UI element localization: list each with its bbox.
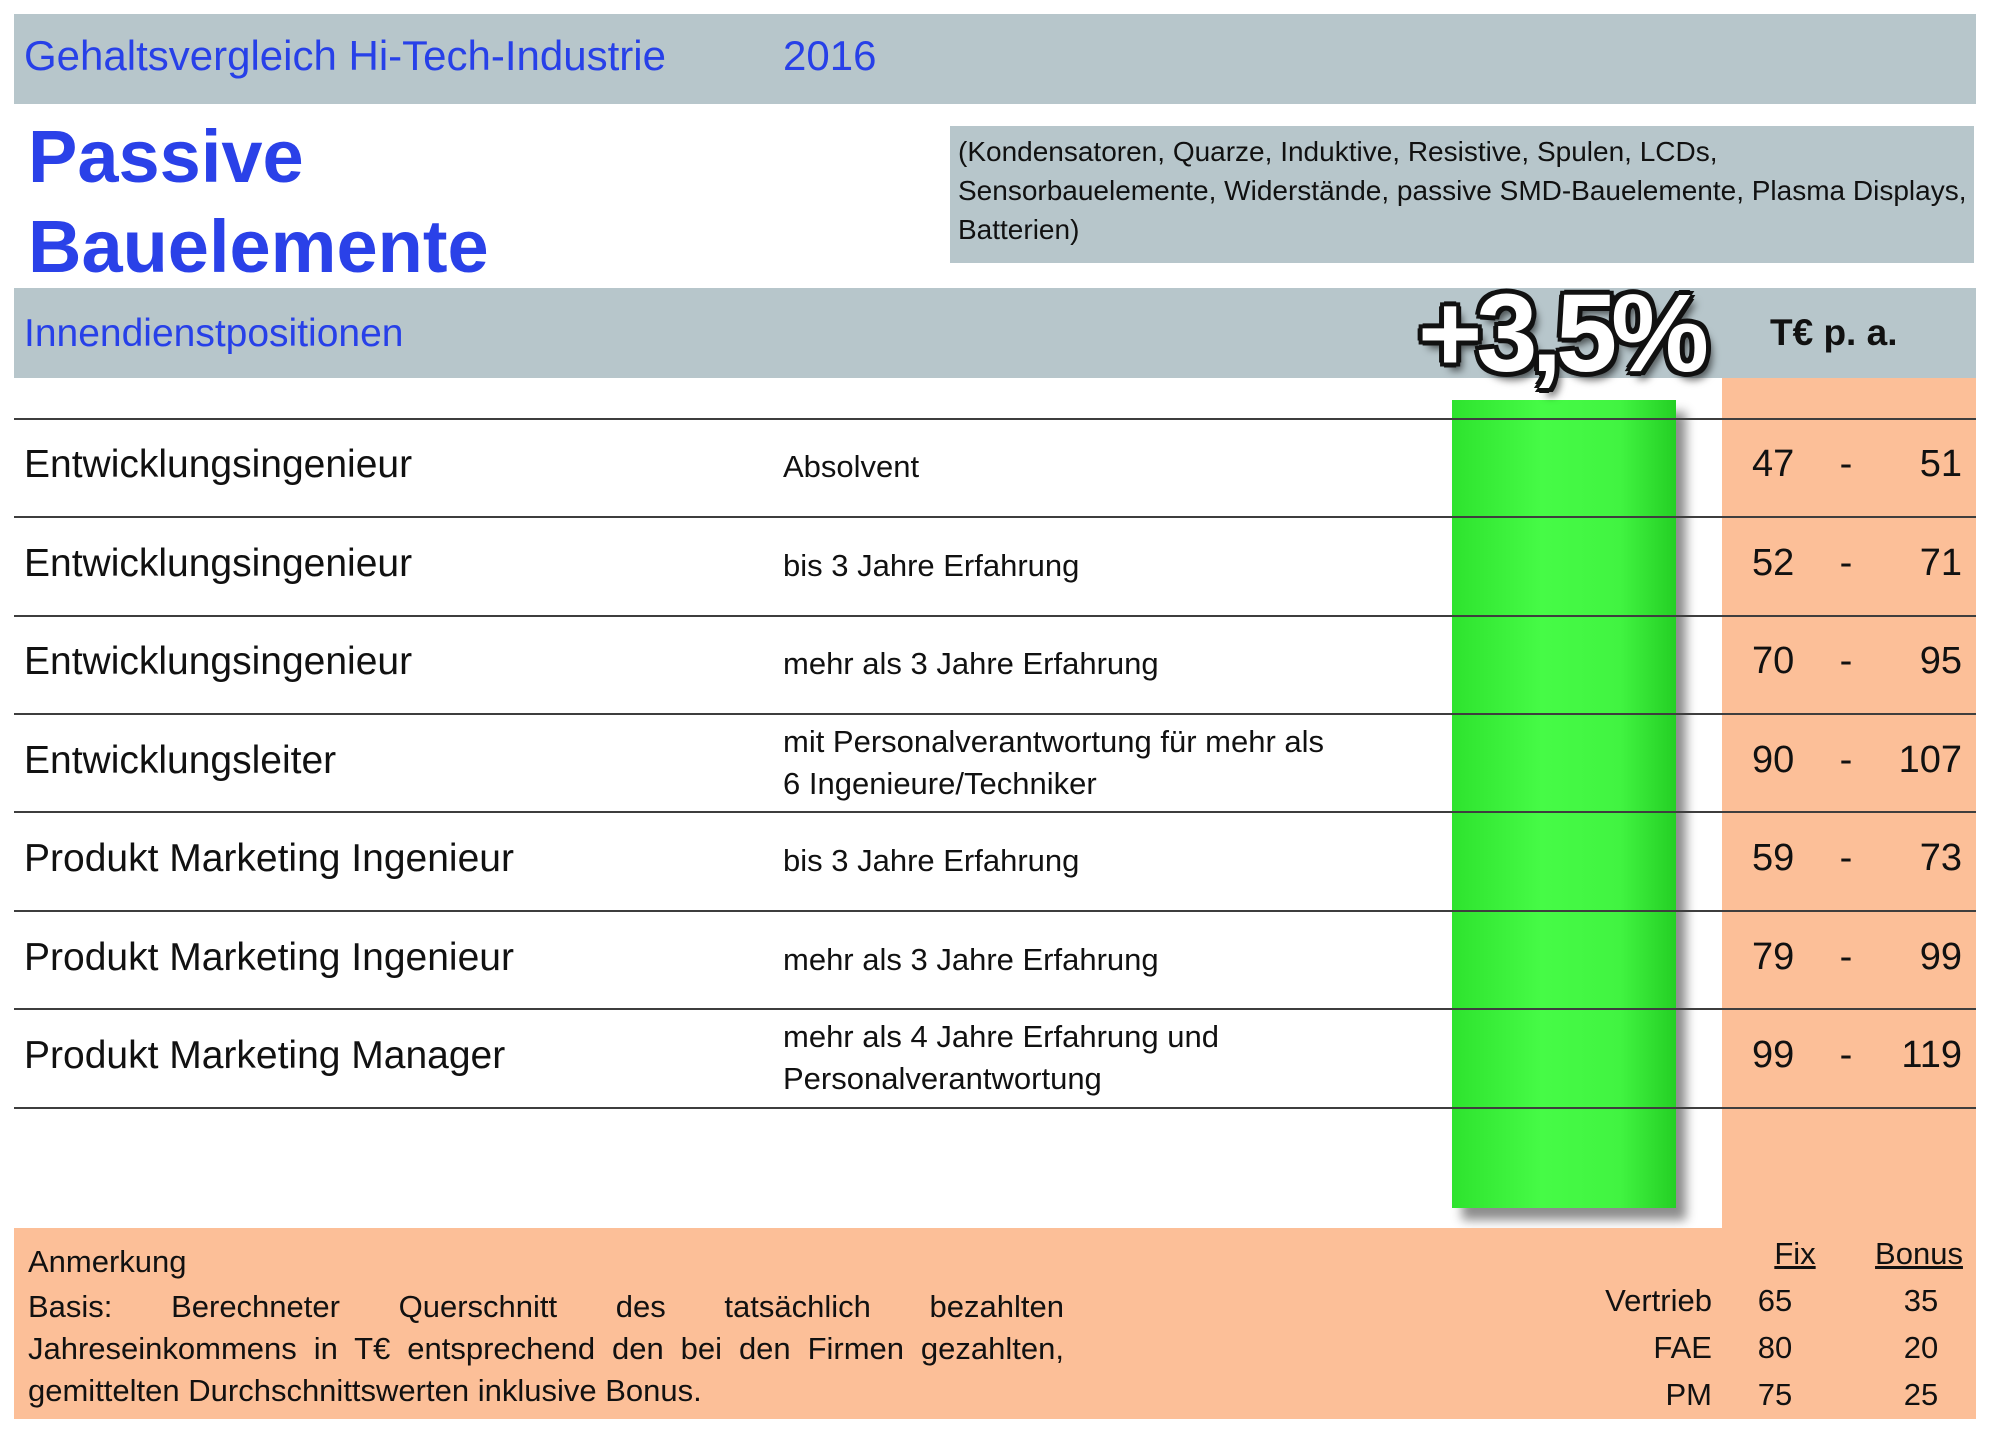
salary-min: 59 xyxy=(1752,837,1795,880)
salary-max: 95 xyxy=(1919,640,1962,683)
salary-column xyxy=(1722,378,1976,1228)
salary-separator: - xyxy=(1839,443,1853,486)
bonus-row-label: FAE xyxy=(1653,1330,1712,1365)
description-text: (Kondensatoren, Quarze, Induktive, Resistive, Spulen, LCDs, Sensorbauelemente, Widerstände, passive SMD-Bauelemente, Plasma Displays, Batterien) xyxy=(958,136,1967,245)
salary-min: 70 xyxy=(1752,640,1795,683)
bonus-row-label: Vertrieb xyxy=(1605,1283,1712,1318)
salary-min: 90 xyxy=(1752,738,1795,781)
salary-max: 71 xyxy=(1919,541,1962,584)
row-divider xyxy=(14,1008,1976,1010)
experience-text: mehr als 3 Jahre Erfahrung xyxy=(783,941,1159,977)
row-divider xyxy=(14,418,1976,420)
row-divider xyxy=(14,1107,1976,1109)
row-divider xyxy=(14,516,1976,518)
role-name: Entwicklungsleiter xyxy=(24,738,337,782)
salary-separator: - xyxy=(1839,738,1853,781)
experience-text: mehr als 4 Jahre Erfahrung und xyxy=(783,1019,1219,1055)
salary-separator: - xyxy=(1839,640,1853,683)
salary-max: 51 xyxy=(1919,443,1962,486)
header-year: 2016 xyxy=(783,32,877,79)
salary-min: 99 xyxy=(1752,1034,1795,1077)
salary-max: 99 xyxy=(1919,935,1962,978)
salary-separator: - xyxy=(1839,837,1853,880)
note-body: Basis: Berechneter Querschnitt des tatsächlich bezahlten Jahreseinkommens in T€ entsprechend den bei den Firmen gezahlten, gemittelten Durchschnittswerten inklusive Bonus. xyxy=(28,1289,1064,1408)
increase-label: +3,5% xyxy=(1418,272,1703,395)
note-title: Anmerkung xyxy=(28,1244,187,1279)
header-title: Gehaltsvergleich Hi-Tech-Industrie xyxy=(24,32,666,79)
bonus-row-bonus: 20 xyxy=(1903,1330,1939,1365)
unit-label: T€ p. a. xyxy=(1770,312,1898,353)
subheader-title: Innendienstpositionen xyxy=(24,312,404,355)
row-divider xyxy=(14,615,1976,617)
section-title-line2: Bauelemente xyxy=(28,205,489,288)
section-title-line1: Passive xyxy=(28,115,304,198)
experience-text: 6 Ingenieure/Techniker xyxy=(783,765,1097,801)
experience-text: mehr als 3 Jahre Erfahrung xyxy=(783,646,1159,682)
increase-bar xyxy=(1452,400,1676,1208)
experience-text: Personalverantwortung xyxy=(783,1061,1102,1097)
salary-max: 107 xyxy=(1898,738,1962,781)
row-divider xyxy=(14,713,1976,715)
salary-separator: - xyxy=(1839,935,1853,978)
role-name: Produkt Marketing Ingenieur xyxy=(24,837,514,881)
salary-min: 79 xyxy=(1752,935,1795,978)
role-name: Entwicklungsingenieur xyxy=(24,640,413,684)
experience-text: mit Personalverantwortung für mehr als xyxy=(783,723,1325,759)
salary-separator: - xyxy=(1839,1034,1853,1077)
bonus-row-bonus: 35 xyxy=(1903,1283,1939,1318)
salary-separator: - xyxy=(1839,541,1853,584)
bonus-row-fix: 75 xyxy=(1757,1377,1793,1412)
bonus-row-fix: 80 xyxy=(1757,1330,1793,1365)
experience-text: bis 3 Jahre Erfahrung xyxy=(783,843,1080,879)
salary-min: 47 xyxy=(1752,443,1795,486)
salary-min: 52 xyxy=(1752,541,1795,584)
bonus-header: Bonus xyxy=(1875,1236,1963,1271)
experience-text: Absolvent xyxy=(783,449,920,485)
bonus-row-fix: 65 xyxy=(1757,1283,1793,1318)
role-name: Entwicklungsingenieur xyxy=(24,541,413,585)
section-title xyxy=(28,112,489,292)
row-divider xyxy=(14,910,1976,912)
role-name: Entwicklungsingenieur xyxy=(24,443,413,487)
fix-header: Fix xyxy=(1774,1236,1816,1271)
bonus-row-label: PM xyxy=(1665,1377,1712,1412)
role-name: Produkt Marketing Ingenieur xyxy=(24,935,514,979)
experience-text: bis 3 Jahre Erfahrung xyxy=(783,547,1080,583)
role-name: Produkt Marketing Manager xyxy=(24,1034,506,1078)
row-divider xyxy=(14,811,1976,813)
salary-max: 119 xyxy=(1901,1034,1962,1077)
salary-max: 73 xyxy=(1919,837,1962,880)
bonus-row-bonus: 25 xyxy=(1903,1377,1939,1412)
